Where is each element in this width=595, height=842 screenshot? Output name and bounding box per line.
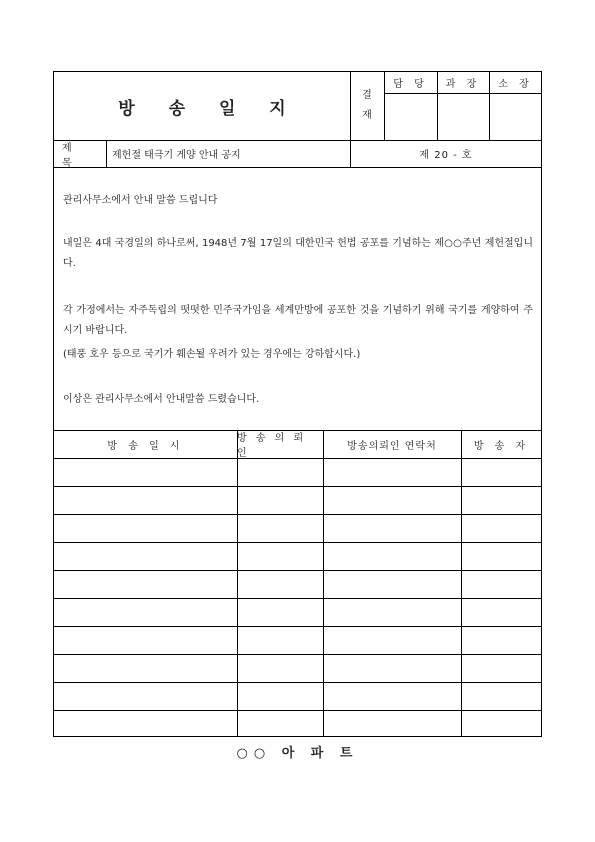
approval-col-chief: 과 장 [445, 79, 481, 90]
col-header-broadcaster: 방 송 자 [473, 440, 530, 452]
divider [461, 430, 462, 736]
broadcast-log-form [53, 71, 542, 737]
approval-label-line2: 재 [362, 110, 372, 121]
col-header-contact: 방송의뢰인 연락처 [347, 440, 437, 452]
approval-col-manager: 담 당 [393, 79, 428, 90]
body-note: (태풍 호우 등으로 국기가 훼손될 우려가 있는 경우에는 강하합시다.) [63, 349, 361, 360]
col-header-datetime: 방 송 일 시 [107, 440, 184, 452]
approval-label-line1: 결 [362, 90, 372, 101]
table-row [54, 682, 542, 683]
table-row [54, 710, 542, 711]
col-header-requester: 방 송 의 뢰 인 [237, 433, 307, 459]
issue-number: 제 20 - 호 [419, 150, 473, 161]
subject-label: 제 목 [62, 142, 82, 169]
approval-col-director: 소 장 [498, 79, 533, 90]
body-paragraph-1: 내일은 4대 국경일의 하나로써, 1948년 7월 17일의 대한민국 헌법 공포를 기념하는 제○○주년 제헌절입니다. [63, 238, 533, 269]
divider [323, 430, 324, 736]
body-paragraph-2: 각 가정에서는 자주독립의 떳떳한 민주국가임을 세계만방에 공포한 것을 기념하기 위해 국기를 게양하여 주시기 바랍니다. [63, 305, 533, 336]
body-greeting: 관리사무소에서 안내 말씀 드립니다 [63, 195, 218, 206]
apartment-name: ○○ 아 파 트 [236, 746, 359, 761]
table-row [54, 626, 542, 627]
table-row [54, 598, 542, 599]
table-row [54, 654, 542, 655]
table-row [54, 542, 542, 543]
subject-value: 제헌절 태극기 게양 안내 공지 [112, 150, 241, 161]
table-row [54, 514, 542, 515]
approval-label [350, 72, 384, 140]
divider [237, 430, 238, 736]
divider [384, 93, 542, 94]
divider [54, 458, 542, 459]
body-closing: 이상은 관리사무소에서 안내말씀 드렸습니다. [63, 394, 260, 405]
table-row [54, 570, 542, 571]
table-row [54, 486, 542, 487]
divider [106, 140, 107, 167]
divider [54, 167, 542, 168]
document-title: 방 송 일 지 [118, 98, 300, 119]
